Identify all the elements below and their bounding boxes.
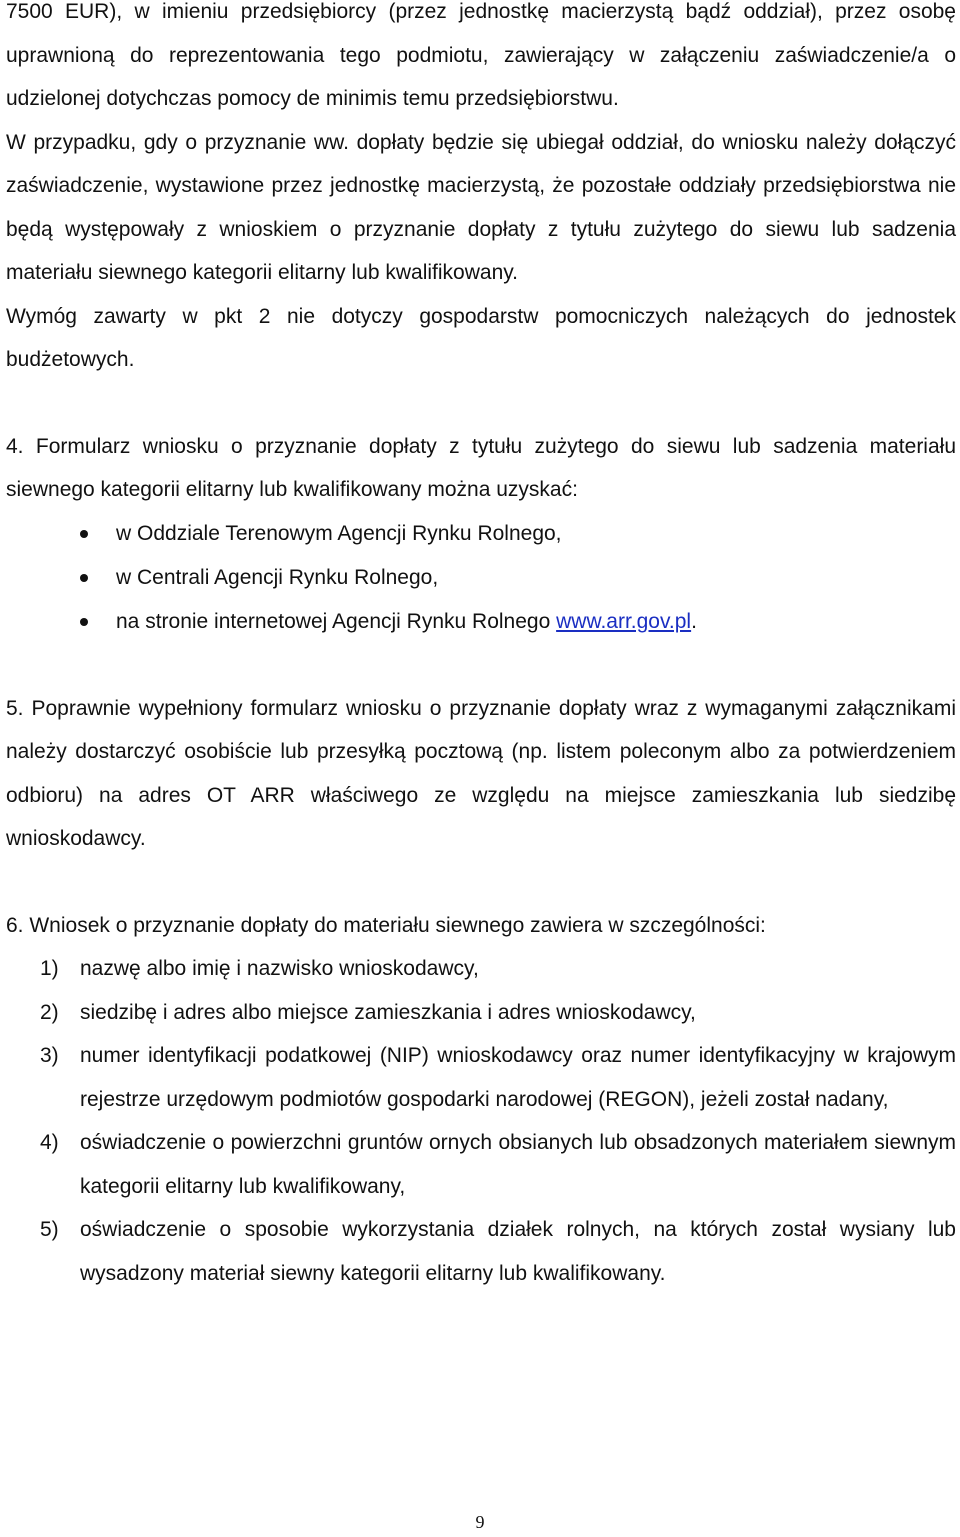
paragraph-deminimis: 7500 EUR), w imieniu przedsiębiorcy (przez jednostkę macierzystą bądź oddział), przez osobę uprawnioną do reprezentowania tego podmiotu, zawierający w załączeniu zaświadczenie/a o udzielonej dotychczas pomocy de minimis temu przedsiębiorstwu. xyxy=(6,0,956,110)
list-item xyxy=(6,947,956,991)
list-item-number: 2) xyxy=(40,1000,59,1024)
bullet-icon xyxy=(80,530,88,538)
list-item-text: numer identyfikacji podatkowej (NIP) wnioskodawcy oraz numer identyfikacyjny w krajowym rejestrze urzędowym podmiotów gospodarki narodowej (REGON), jeżeli został nadany, xyxy=(80,1044,956,1111)
list-item xyxy=(80,512,956,556)
paragraph-exemption: Wymóg zawarty w pkt 2 nie dotyczy gospodarstw pomocniczych należących do jednostek budżetowych. xyxy=(6,304,956,371)
list-item-text: oświadczenie o sposobie wykorzystania działek rolnych, na których został wysiany lub wysadzony materiał siewny kategorii elitarny lub kwalifikowany. xyxy=(80,1218,956,1285)
bullet-icon xyxy=(80,574,88,582)
application-contents-list xyxy=(6,947,956,1295)
document-page xyxy=(6,0,956,1295)
list-item-text: oświadczenie o powierzchni gruntów ornych obsianych lub obsadzonych materiałem siewnym kategorii elitarny lub kwalifikowany, xyxy=(80,1131,956,1198)
section-6-heading: 6. Wniosek o przyznanie dopłaty do materiału siewnego zawiera w szczególności: xyxy=(6,913,766,937)
bullet-icon xyxy=(80,618,88,626)
list-item xyxy=(6,1034,956,1121)
form-sources-list xyxy=(6,512,956,644)
list-item-text: nazwę albo imię i nazwisko wnioskodawcy, xyxy=(80,957,479,980)
list-item-number: 5) xyxy=(40,1218,59,1241)
list-item-text: siedzibę i adres albo miejsce zamieszkania i adres wnioskodawcy, xyxy=(80,1000,696,1024)
list-item-text: w Oddziale Terenowym Agencji Rynku Rolnego, xyxy=(116,521,562,545)
page-number: 9 xyxy=(475,1512,485,1532)
list-item xyxy=(6,1208,956,1295)
arr-website-link[interactable]: www.arr.gov.pl xyxy=(556,609,692,633)
paragraph-branch-application: W przypadku, gdy o przyznanie ww. dopłaty będzie się ubiegał oddział, do wniosku należy dołączyć zaświadczenie, wystawione przez jednostkę macierzystą, że pozostałe oddziały przedsiębiorstwa nie będą występowały z wnioskiem o przyznanie dopłaty z tytułu zużytego do siewu lub sadzenia materiału siewnego kategorii elitarny lub kwalifikowany. xyxy=(6,130,956,284)
list-item-text: na stronie internetowej Agencji Rynku Rolnego xyxy=(116,609,557,633)
section-4-heading: 4. Formularz wniosku o przyznanie dopłaty z tytułu zużytego do siewu lub sadzenia materiału siewnego kategorii elitarny lub kwalifikowany można uzyskać: xyxy=(6,434,956,501)
list-item-suffix: . xyxy=(691,609,697,633)
list-item xyxy=(80,556,956,600)
list-item-number: 3) xyxy=(40,1044,59,1067)
section-5-paragraph: 5. Poprawnie wypełniony formularz wniosku o przyznanie dopłaty wraz z wymaganymi załącznikami należy dostarczyć osobiście lub przesyłką pocztową (np. listem poleconym albo za potwierdzeniem odbioru) na adres OT ARR właściwego ze względu na miejsce zamieszkania lub siedzibę wnioskodawcy. xyxy=(6,696,956,850)
list-item xyxy=(80,600,956,644)
list-item-number: 4) xyxy=(40,1131,59,1154)
list-item xyxy=(6,991,956,1035)
list-item xyxy=(6,1121,956,1208)
list-item-number: 1) xyxy=(40,957,59,980)
list-item-text: w Centrali Agencji Rynku Rolnego, xyxy=(116,565,439,589)
